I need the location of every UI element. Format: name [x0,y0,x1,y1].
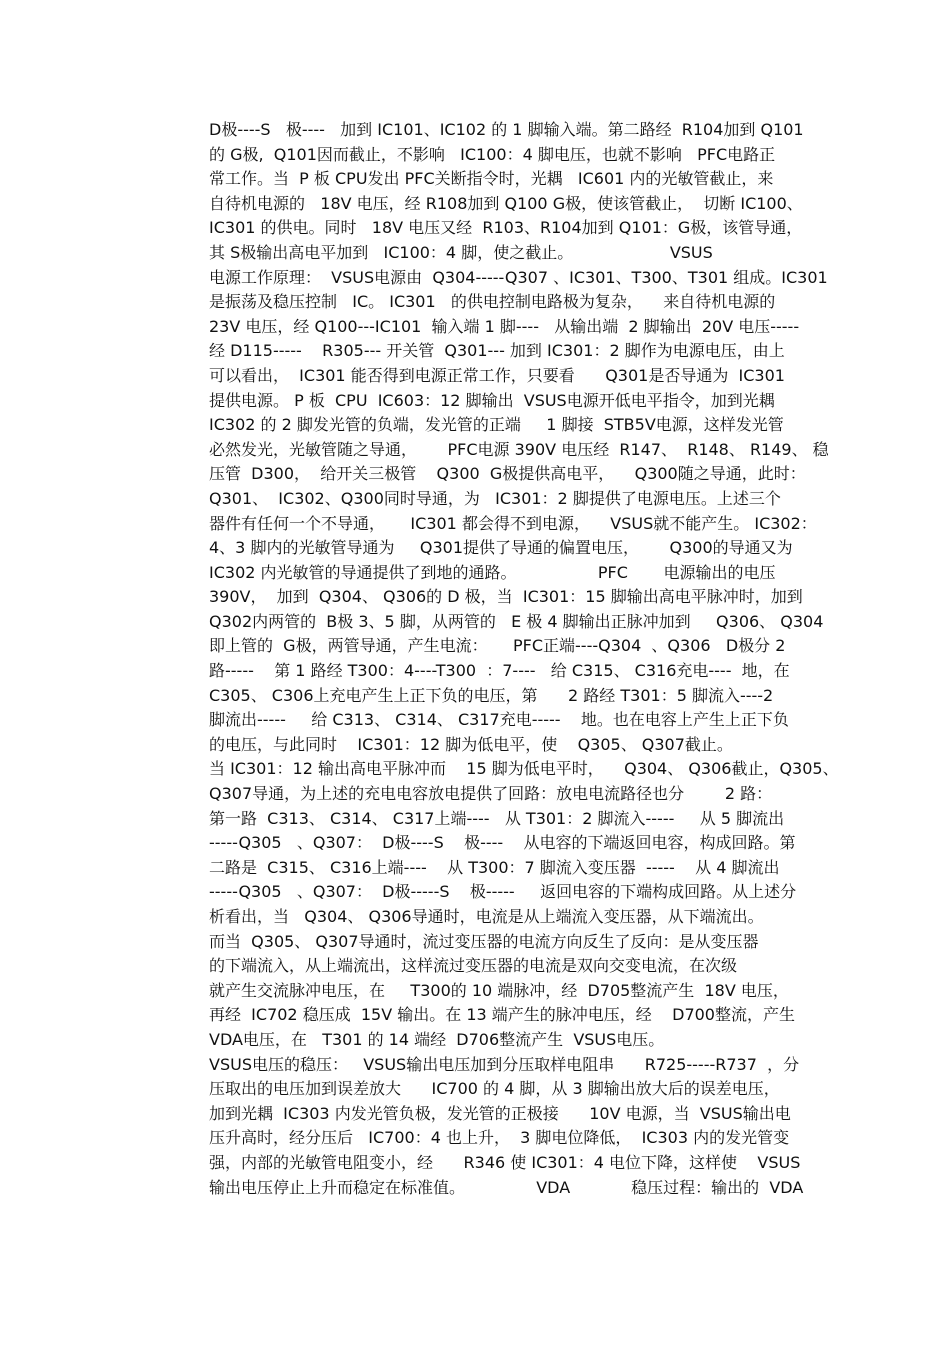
text-line: 可以看出， IC301 能否得到电源正常工作，只要看 Q301是否导通为 IC301 [209,365,785,385]
text-line: 23V 电压，经 Q100---IC101 输入端 1 脚---- 从输出端 2 脚输出 20V 电压----- [209,316,800,336]
text-line: 电源工作原理： VSUS电源由 Q304-----Q307 、IC301、T300、T301 组成。IC301 [209,267,828,287]
text-line: 必然发光，光敏管随之导通， PFC电源 390V 电压经 R147、 R148、 R149、 稳 [209,439,829,459]
text-line: 就产生交流脉冲电压，在 T300的 10 端脉冲，经 D705整流产生 18V 电压， [209,980,789,1000]
text-line: 的电压，与此同时 IC301：12 脚为低电平，使 Q305、 Q307截止。 [209,734,733,754]
text-line: 其 S极输出高电平加到 IC100：4 脚，使之截止。 VSUS [209,242,713,262]
text-line: 脚流出----- 给 C313、 C314、 C317充电----- 地。也在电容上产生上正下负 [209,710,789,730]
text-line: 二路是 C315、 C316上端---- 从 T300：7 脚流入变压器 ----- 从 4 脚流出 [209,857,780,877]
text-line: 加到光耦 IC303 内发光管负极，发光管的正极接 10V 电源，当 VSUS输出电 [209,1103,791,1123]
text-line: 390V， 加到 Q304、 Q306的 D 极，当 IC301：15 脚输出高电平脉冲时，加到 [209,587,803,607]
text-line: 器件有任何一个不导通， IC301 都会得不到电源， VSUS就不能产生。 IC302： [209,513,817,533]
text-line: 是振荡及稳压控制 IC。 IC301 的供电控制电路极为复杂， 来自待机电源的 [209,292,776,312]
text-line: VDA电压，在 T301 的 14 端经 D706整流产生 VSUS电压。 [209,1029,665,1049]
text-line: 再经 IC702 稳压成 15V 输出。在 13 端产生的脉冲电压，经 D700整流，产生 [209,1005,795,1025]
text-line: D极----S 极---- 加到 IC101、IC102 的 1 脚输入端。第二路经 R104加到 Q101 [209,120,804,139]
text-line: VSUS电压的稳压： VSUS输出电压加到分压取样电阻串 R725-----R737 ，分 [209,1054,800,1074]
text-line: 而当 Q305、 Q307导通时，流过变压器的电流方向反生了反向：是从变压器 [209,931,759,951]
text-line: 析看出，当 Q304、 Q306导通时，电流是从上端流入变压器，从下端流出。 [209,907,764,926]
text-line: 提供电源。 P 板 CPU IC603：12 脚输出 VSUS电源开低电平指令，加到光耦 [209,390,775,410]
text-line: 经 D115----- R305--- 开关管 Q301--- 加到 IC301：2 脚作为电源电压，由上 [209,341,785,361]
text-line: -----Q305 、Q307： D极----S 极---- 从电容的下端返回电容，构成回路。第 [209,833,796,853]
text-line: 输出电压停止上升而稳定在标准值。 VDA 稳压过程：输出的 VDA [209,1177,804,1197]
text-line: 的下端流入，从上端流出，这样流过变压器的电流是双向交变电流，在次级 [209,956,738,976]
body-text [209,118,859,1200]
text-line: 常工作。当 P 板 CPU发出 PFC关断指令时，光耦 IC601 内的光敏管截止，来 [209,169,774,189]
text-line: 路----- 第 1 路经 T300：4----T300 ：7---- 给 C315、 C316充电---- 地，在 [209,661,790,681]
text-line: 压取出的电压加到误差放大 IC700 的 4 脚，从 3 脚输出放大后的误差电压， [209,1079,780,1099]
text-line: 压升高时，经分压后 IC700：4 也上升， 3 脚电位降低， IC303 内的发光管变 [209,1128,790,1148]
text-line: 自待机电源的 18V 电压，经 R108加到 Q100 G极，使该管截止， 切断 IC100、 [209,193,803,213]
text-line: C305、 C306上充电产生上正下负的电压，第 2 路经 T301：5 脚流入----2 [209,685,774,705]
text-line: 4、3 脚内的光敏管导通为 Q301提供了导通的偏置电压， Q300的导通又为 [209,538,793,558]
text-line: 的 G极, Q101因而截止，不影响 IC100：4 脚电压，也就不影响 PFC电路正 [209,144,776,164]
text-line: Q307导通，为上述的充电电容放电提供了回路：放电电流路径也分 2 路： [209,784,773,804]
text-line: IC301 的供电。同时 18V 电压又经 R103、R104加到 Q101：G极，该管导通， [209,218,803,238]
text-line: 即上管的 G极，两管导通，产生电流： PFC正端----Q304 、Q306 D极分 2 [209,636,786,656]
text-line: IC302 的 2 脚发光管的负端，发光管的正端 1 脚接 STB5V电源，这样发光管 [209,415,784,435]
text-line: 第一路 C313、 C314、 C317上端---- 从 T301：2 脚流入----- 从 5 脚流出 [209,808,785,828]
text-line: -----Q305 、Q307： D极-----S 极----- 返回电容的下端构成回路。从上述分 [209,882,797,902]
text-line: 当 IC301：12 输出高电平脉冲而 15 脚为低电平时， Q304、 Q306截止，Q305、 [209,759,839,779]
text-line: IC302 内光敏管的导通提供了到地的通路。 PFC 电源输出的电压 [209,562,776,582]
text-line: 压管 D300， 给开关三极管 Q300 G极提供高电平， Q300随之导通，此时： [209,464,806,484]
text-line: Q301、 IC302、Q300同时导通，为 IC301：2 脚提供了电源电压。上述三个 [209,488,781,508]
text-line: Q302内两管的 B极 3、5 脚，从两管的 E 极 4 脚输出正脉冲加到 Q306、 Q304 [209,611,824,631]
text-line: 强，内部的光敏管电阻变小，经 R346 使 IC301：4 电位下降，这样使 VSUS [209,1152,801,1172]
